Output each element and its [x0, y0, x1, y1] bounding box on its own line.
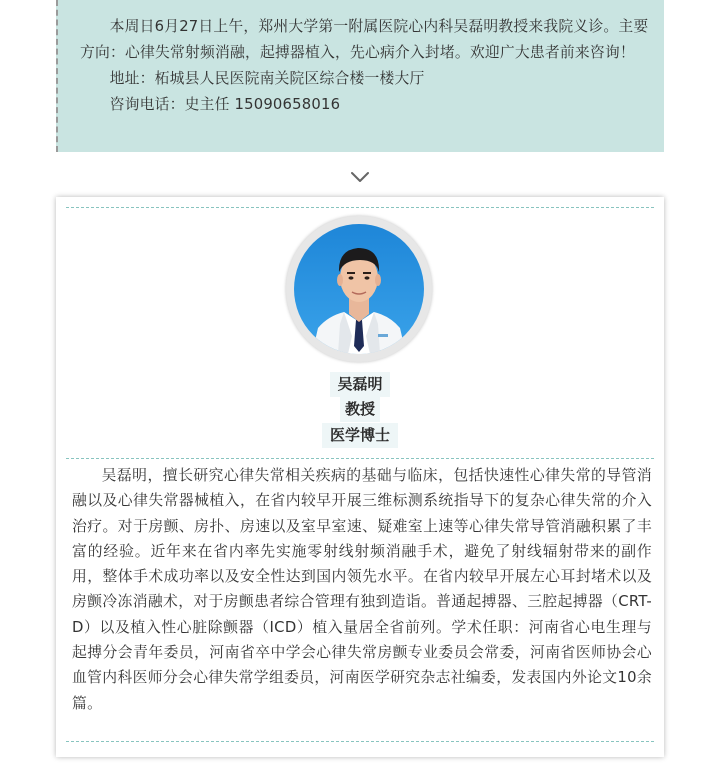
notice-address: 地址：柘城县人民医院南关院区综合楼一楼大厅	[109, 70, 425, 87]
divider	[66, 458, 654, 459]
notice-box	[56, 0, 664, 152]
doctor-name: 吴磊明	[330, 372, 390, 397]
doctor-card	[56, 197, 664, 757]
avatar-frame	[286, 216, 432, 362]
doctor-bio: 吴磊明，擅长研究心律失常相关疾病的基础与临床，包括快速性心律失常的导管消融以及心律失常器械植入，在省内较早开展三维标测系统指导下的复杂心律失常的介入治疗。对于房颤、房扑、房速以及室早室速、疑难室上速等心律失常导管消融积累了丰富的经验。近年来在省内率先实施零射线射频消融手术，避免了射线辐射带来的副作用，整体手术成功率以及安全性达到国内领先水平。在省内较早开展左心耳封堵术以及房颤冷冻消融术，对于房颤患者综合管理有独到造诣。普通起搏器、三腔起搏器（CRT-D）以及植入性心脏除颤器（ICD）植入量居全省前列。学术任职：河南省心电生理与起搏分会青年委员，河南省卒中学会心律失常房颤专业委员会常委，河南省医师协会心血管内科医师分会心律失常学组委员，河南医学研究杂志社编委，发表国内外论文10余篇。	[72, 467, 652, 712]
notice-phone: 咨询电话：史主任 15090658016	[109, 96, 341, 113]
doctor-title: 教授	[340, 397, 380, 422]
notice-text: 本周日6月27日上午，郑州大学第一附属医院心内科吴磊明教授来我院义诊。主要方向：心律失常射频消融，起搏器植入，先心病介入封堵。欢迎广大患者前来咨询！	[80, 18, 649, 61]
chevron-down-icon	[351, 170, 369, 184]
doctor-degree: 医学博士	[322, 423, 398, 448]
divider	[66, 741, 654, 742]
divider	[66, 207, 654, 208]
avatar	[294, 224, 424, 354]
